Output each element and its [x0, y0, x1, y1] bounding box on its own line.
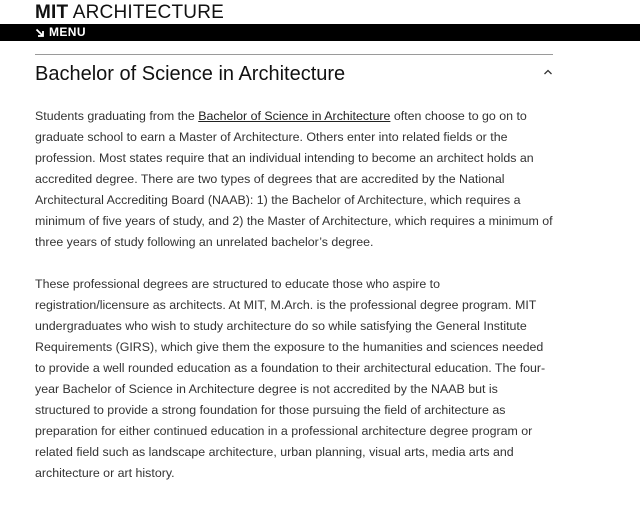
- paragraph-2: These professional degrees are structured to educate those who aspire to registration/licensure as architects. At MIT, M.Arch. is the professional degree program. MIT undergraduates who wish to study architecture do so while satisfying the General Institute Requirements (GIRS), which give them the exposure to the humanities and sciences needed to provide a well rounded education as a foundation to their architectural education. The four-year Bachelor of Science in Architecture degree is not accredited by the NAAB but is structured to provide a strong foundation for those pursuing the field of architecture as preparation for either continued education in a professional architecture degree program or related field such as landscape architecture, urban planning, visual arts, media arts and architecture or art history.: [35, 277, 546, 480]
- menu-button[interactable]: [35, 24, 86, 41]
- section-title: Bachelor of Science in Architecture: [35, 63, 346, 85]
- arrow-down-right-icon: [35, 28, 45, 38]
- paragraph-1-intro: Students graduating from the: [35, 109, 199, 123]
- site-header: [0, 0, 640, 24]
- main-content: [35, 54, 553, 505]
- section-body: [35, 106, 553, 484]
- site-logo[interactable]: [35, 3, 224, 23]
- bsa-link[interactable]: Bachelor of Science in Architecture: [198, 109, 391, 123]
- logo-architecture: ARCHITECTURE: [72, 2, 224, 23]
- paragraph-1-body: often choose to go on to graduate school to earn a Master of Architecture. Others enter into related fields or the profession. Most states require that an individual intending to become an architect holds an accredited degree. There are two types of degrees that are accredited by the National Architectural Accrediting Board (NAAB): 1) the Bachelor of Architecture, which requires a minimum of five years of study, and 2) the Master of Architecture, which requires a minimum of three years of study following an unrelated bachelor’s degree.: [35, 109, 553, 249]
- logo-mit: MIT: [35, 2, 69, 23]
- chevron-up-icon[interactable]: [543, 68, 553, 76]
- menu-label: MENU: [49, 25, 86, 39]
- paragraph-1: [35, 106, 553, 253]
- accordion-header[interactable]: [35, 55, 553, 93]
- menu-bar: [0, 24, 640, 41]
